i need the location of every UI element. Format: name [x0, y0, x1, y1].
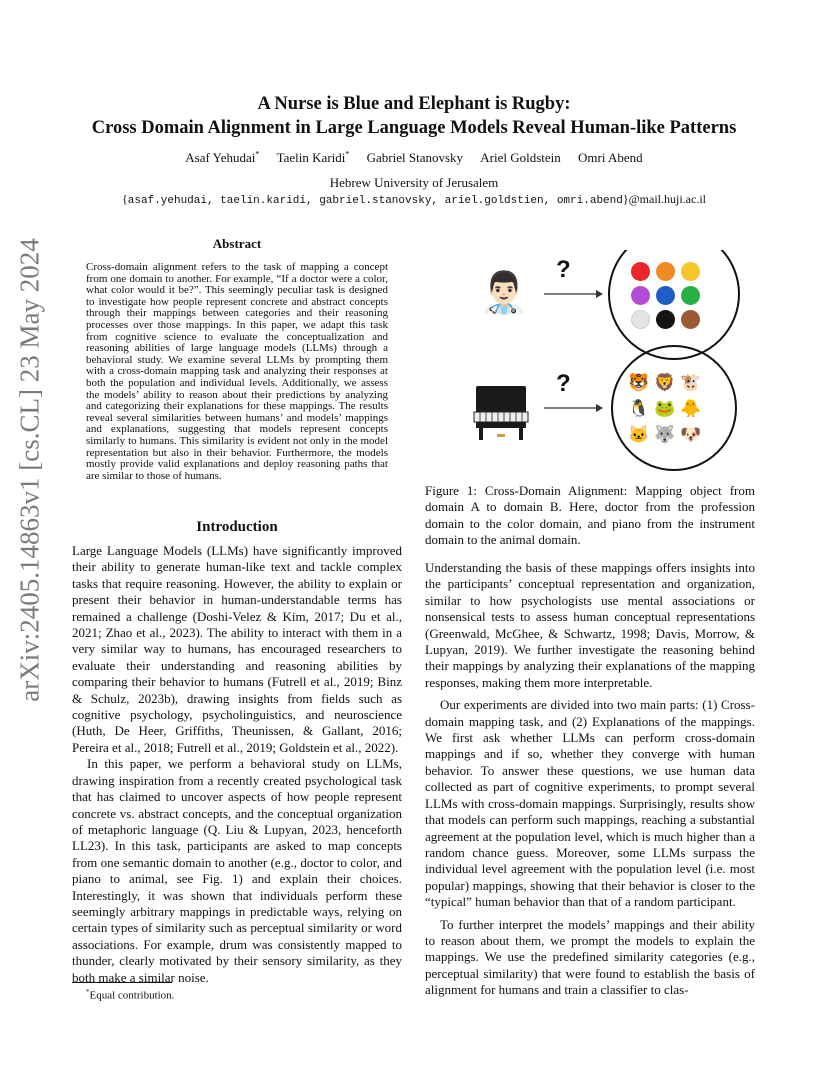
body-paragraph-2: Our experiments are divided into two main parts: (1) Cross-domain mapping task, and (2) Explanations of the mappings. We first ask whether LLMs can perform cross-domain mappings and if so, whether they converge with human behavior. To answer these questions, we use human data collected as part of cognitive experiments, to prompt several LLMs with cross-domain mappings. Surprisingly, results show that models can perform such mappings, reaching a substantial agreement at the population level, which is much higher than a random chance guess. Moreover, some LLMs surpass the individual level agreement with the population level (i.e. most popular) mappings, showing that their behavior is closer to the “typical” human behavior than that of a random participant. — [425, 697, 755, 910]
intro-paragraph-1: Large Language Models (LLMs) have significantly improved their ability to generate human-like text and tackle complex tasks that require reasoning. However, the ability to explain or present their behavior in human-understandable terms has remained a challenge (Doshi-Velez & Kim, 2017; Du et al., 2021; Zhao et al., 2023). The ability to interact with them in a very similar way to humans, has encouraged researchers to evaluate their understanding and reasoning abilities by comparing their behavior to humans (Futrell et al., 2019; Binz & Schulz, 2023b), drawing insights from fields such as cognitive psychology, psycholinguistics, and neuroscience (Huth, De Heer, Griffiths, Theunissen, & Gallant, 2016; Pereira et al., 2018; Futrell et al., 2019; Goldstein et al., 2022). — [72, 543, 402, 755]
piano-icon — [472, 382, 532, 442]
affiliation: Hebrew University of Jerusalem — [329, 175, 499, 190]
arxiv-stamp-text: arXiv:2405.14863v1 [cs.CL] 23 May 2024 — [14, 238, 45, 702]
color-swatch — [656, 262, 675, 281]
question-mark-icon: ? — [556, 370, 571, 397]
abstract-text: Cross-domain alignment refers to the task of mapping a concept from one domain to another. For example, “If a doctor were a color, what color would it be?”. This seemingly peculiar task is designed to investigate how people represent concrete and abstract concepts through their mappings between categories and their reasoning processes over those mappings. In this paper, we adapt this task from cognitive science to evaluate the conceptualization and reasoning abilities of large language models (LLMs) through a behavioral study. We examine several LLMs by prompting them with a cross-domain mapping task and analyzing their responses at both the population and individual levels. Additionally, we assess the models’ ability to reason about their predictions by analyzing and categorizing their explanations for these mappings. The results reveal several similarities between humans’ and models’ mappings and explanations, suggesting that models represent concepts similarly to humans. This similarity is evident not only in the model representation but also in their behavior. Furthermore, the models mostly provide valid explanations and deploy reasoning paths that are similar to those of humans. — [86, 261, 388, 482]
color-swatch — [631, 286, 650, 305]
paper-title — [60, 92, 768, 140]
author-1: Asaf Yehudai* — [185, 150, 260, 166]
chick-icon: 🐥 — [680, 399, 702, 418]
figure-1 — [464, 250, 754, 478]
author-list — [60, 150, 768, 166]
frog-icon: 🐸 — [654, 399, 676, 418]
left-column-body — [72, 543, 402, 986]
color-swatch — [681, 310, 700, 329]
color-swatch — [656, 286, 675, 305]
title-line-1: A Nurse is Blue and Elephant is Rugby: — [257, 94, 571, 114]
email-users: asaf.yehudai, taelin.karidi, gabriel.stanovsky, ariel.goldstien, omri.abend — [127, 195, 623, 207]
cat-icon: 🐱 — [628, 425, 650, 444]
title-line-2: Cross Domain Alignment in Large Language Models Reveal Human-like Patterns — [91, 118, 737, 138]
author-2: Taelin Karidi* — [276, 150, 350, 166]
author-5: Omri Abend — [578, 150, 643, 166]
penguin-icon: 🐧 — [628, 399, 650, 418]
intro-paragraph-2: In this paper, we perform a behavioral study on LLMs, drawing inspiration from a recently created psychological task that has claimed to uncover aspects of how people represent concrete vs. abstract concepts, and the conceptual organization of metaphoric language (Q. Liu & Lupyan, 2023, henceforth LL23). In this task, participants are asked to map concepts from one semantic domain to another (e.g., doctor to color, and piano to animal, see Fig. 1) and explain their choices. Interestingly, it was shown that individuals perform these seemingly arbitrary mappings in predictable ways, relying on certain types of similarity such as perceptual similarity or word associations. For example, drum was consistently mapped to thunder, clearly motivated by their sensory similarity, as they both make a similar noise. — [72, 756, 402, 985]
body-paragraph-3: To further interpret the models’ mappings and their ability to reason about them, we prompt the models to explain the mappings. We use the predefined similarity categories (e.g., perceptual similarity) that were found to establish the basis of alignment for humans and train a classifier to clas- — [425, 916, 755, 998]
author-4: Ariel Goldstein — [480, 150, 561, 166]
footnote: *Equal contribution. — [86, 988, 175, 1002]
color-swatch — [631, 262, 650, 281]
body-paragraph-1: Understanding the basis of these mappings offers insights into the participants’ conceptual representation and organization, similar to how psychologists use mental associations or nonsensical tests to assess human conceptual representations (Greenwald, McGhee, & Schwartz, 1998; Davis, Morrow, & Lupyan, 2019). We further investigate the reasoning behind their mappings by analyzing their explanations of the mapping responses, making them more interpretable. — [425, 560, 755, 690]
abstract-heading: Abstract — [212, 236, 262, 251]
author-3: Gabriel Stanovsky — [366, 150, 464, 166]
color-swatch — [681, 286, 700, 305]
doctor-icon: 👨🏻‍⚕️ — [479, 269, 529, 315]
color-swatch — [681, 262, 700, 281]
footnote-rule — [72, 982, 172, 983]
figure-caption: Figure 1: Cross-Domain Alignment: Mapping object from domain A to domain B. Here, doctor from the profession domain to the color domain, and piano from the instrument domain to the animal domain. — [425, 483, 755, 548]
color-swatch — [656, 310, 675, 329]
author-emails: {asaf.yehudai, taelin.karidi, gabriel.stanovsky, ariel.goldstien, omri.abend}@mail.huji.ac.il — [122, 192, 706, 207]
dog-icon: 🐶 — [680, 425, 702, 444]
introduction-heading: Introduction — [196, 519, 278, 535]
lion-icon: 🦁 — [654, 373, 676, 392]
tiger-icon: 🐯 — [628, 373, 650, 392]
cow-icon: 🐮 — [680, 373, 702, 392]
wolf-icon: 🐺 — [654, 425, 676, 444]
right-column-body — [425, 560, 755, 999]
question-mark-icon: ? — [556, 256, 571, 283]
color-swatch — [631, 310, 650, 329]
email-domain: }@mail.huji.ac.il — [622, 192, 706, 206]
